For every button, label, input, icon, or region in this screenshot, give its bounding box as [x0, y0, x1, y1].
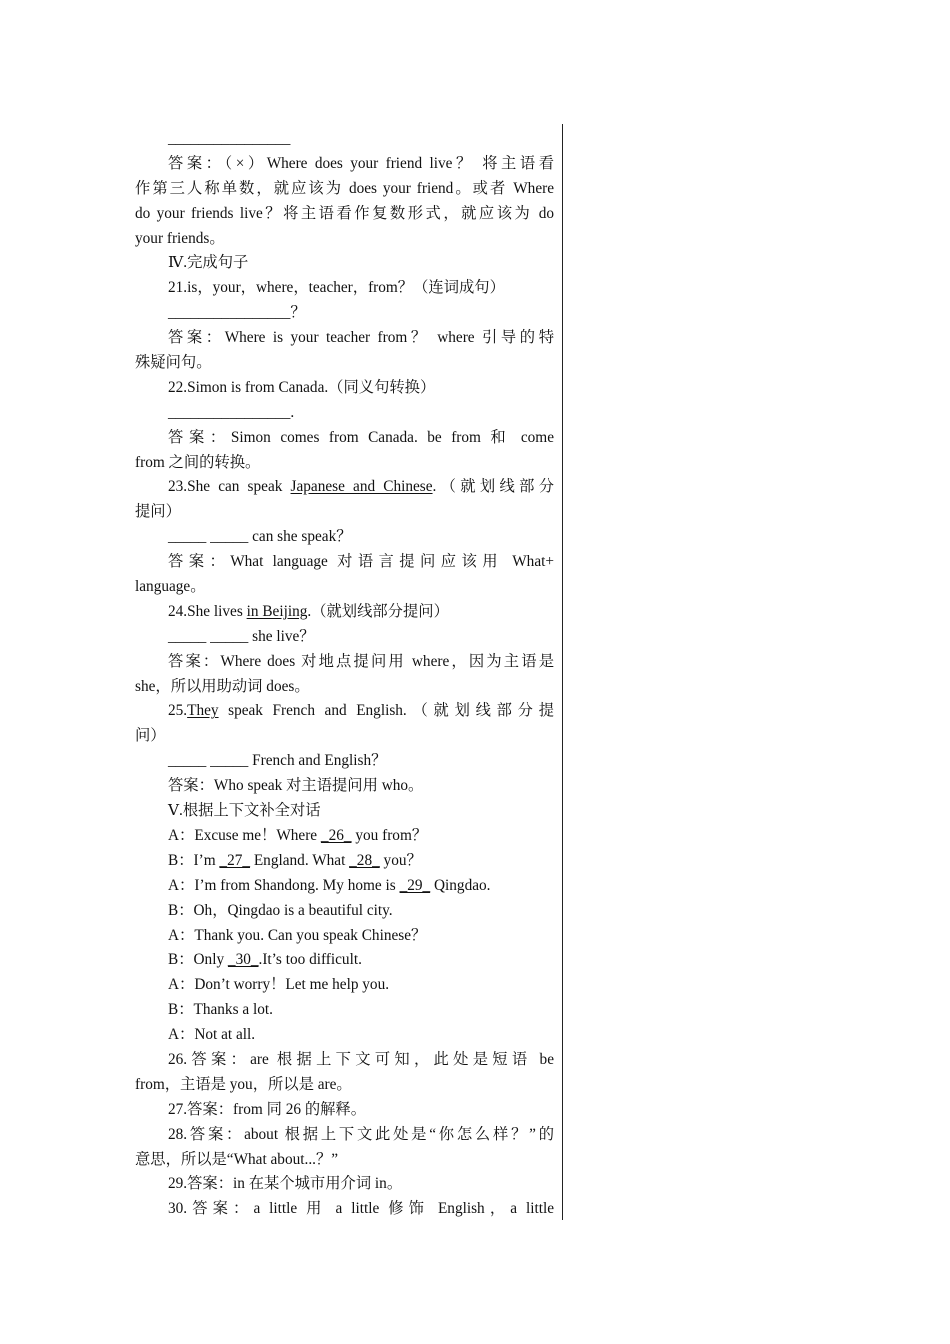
text-line: [135, 874, 554, 899]
text-line: from，主语是 you，所以是 are。: [135, 1075, 352, 1093]
text-column: [135, 127, 554, 1222]
text-line: 答案：Where does 对地点提问用 where，因为主语是: [168, 652, 554, 670]
text-line: _____ _____ can she speak？: [168, 528, 352, 546]
text-line: 答案：Who speak 对主语提问用 who。: [168, 777, 424, 795]
text-line: [135, 600, 554, 625]
text-segment: Qingdao.: [430, 876, 491, 894]
text-segment: A：I’m from Shandong. My home is: [168, 876, 400, 894]
text-segment: 23.She can speak: [168, 478, 291, 496]
text-line: 29.答案：in 在某个城市用介词 in。: [168, 1175, 403, 1193]
text-line: Ⅴ.根据上下文补全对话: [168, 802, 321, 820]
text-segment: England. What: [250, 851, 350, 869]
text-line: 问）: [135, 727, 166, 745]
underlined-phrase: Japanese and Chinese: [290, 478, 433, 496]
text-segment: A：Excuse me！Where: [168, 826, 321, 844]
text-line: A：Not at all.: [168, 1026, 256, 1044]
text-line: ________________: [168, 130, 291, 147]
text-line: ________________？: [168, 304, 306, 322]
text-segment: you？: [379, 851, 422, 869]
text-line: 意思，所以是“What about...？”: [135, 1150, 339, 1168]
blank-number: _26_: [320, 826, 352, 844]
text-line: B：Oh，Qingdao is a beautiful city.: [168, 901, 393, 919]
text-line: 答案：（×）Where does your friend live？ 将主语看: [168, 154, 554, 172]
text-segment: .It’s too difficult.: [258, 951, 362, 969]
column-divider: [562, 124, 563, 1220]
text-line: 28.答案：about 根据上下文此处是“你怎么样？”的: [168, 1125, 554, 1143]
text-line: do your friends live？将主语看作复数形式，就应该为 do: [135, 204, 554, 222]
blank-number: _28_: [349, 851, 380, 869]
text-line: 作第三人称单数，就应该为 does your friend。或者 Where: [135, 179, 554, 197]
text-line: ________________.: [168, 403, 295, 421]
text-line: she，所以用助动词 does。: [135, 677, 310, 695]
text-line: [135, 948, 554, 973]
text-line: 30.答案：a little 用 a little 修饰 English，a little: [168, 1200, 554, 1218]
text-line: from 之间的转换。: [135, 453, 261, 471]
underlined-phrase: They: [187, 702, 219, 720]
text-line: 答案：Simon comes from Canada. be from 和 come: [168, 428, 554, 446]
text-line: A：Don’t worry！Let me help you.: [168, 976, 390, 994]
text-line: _____ _____ French and English？: [168, 752, 387, 770]
text-segment: .（就划线部分: [432, 478, 554, 496]
text-segment: B：I’m: [168, 851, 220, 869]
text-line: Ⅳ.完成句子: [168, 254, 249, 272]
text-line: A：Thank you. Can you speak Chinese？: [168, 926, 427, 944]
text-line: B：Thanks a lot.: [168, 1001, 273, 1019]
text-line: 22.Simon is from Canada.（同义句转换）: [168, 378, 436, 396]
text-line: [135, 475, 554, 500]
text-line: 答案：Where is your teacher from？ where 引导的特: [168, 329, 554, 347]
text-line: 27.答案：from 同 26 的解释。: [168, 1100, 367, 1118]
text-segment: .（就划线部分提问）: [307, 602, 449, 620]
text-line: 殊疑问句。: [135, 354, 212, 372]
text-line: 26.答案：are 根据上下文可知，此处是短语 be: [168, 1050, 554, 1068]
text-line: _____ _____ she live？: [168, 627, 315, 645]
text-line: 提问）: [135, 503, 181, 521]
text-segment: 25.: [168, 702, 188, 720]
text-line: language。: [135, 578, 206, 596]
text-line: your friends。: [135, 229, 225, 247]
text-line: [135, 849, 554, 874]
blank-number: _30_: [227, 951, 259, 969]
text-segment: you from？: [351, 826, 428, 844]
blank-number: _27_: [219, 851, 251, 869]
text-line: 答案：What language 对语言提问应该用 What+: [168, 553, 554, 571]
text-line: [135, 699, 554, 724]
text-segment: B：Only: [168, 951, 228, 969]
text-line: 21.is，your，where，teacher，from？（连词成句）: [168, 279, 505, 297]
underlined-phrase: in Beijing: [246, 602, 308, 620]
text-line: [135, 824, 554, 849]
blank-number: _29_: [399, 876, 431, 894]
text-segment: speak French and English.（就划线部分提: [218, 702, 554, 720]
text-segment: 24.She lives: [168, 602, 247, 620]
